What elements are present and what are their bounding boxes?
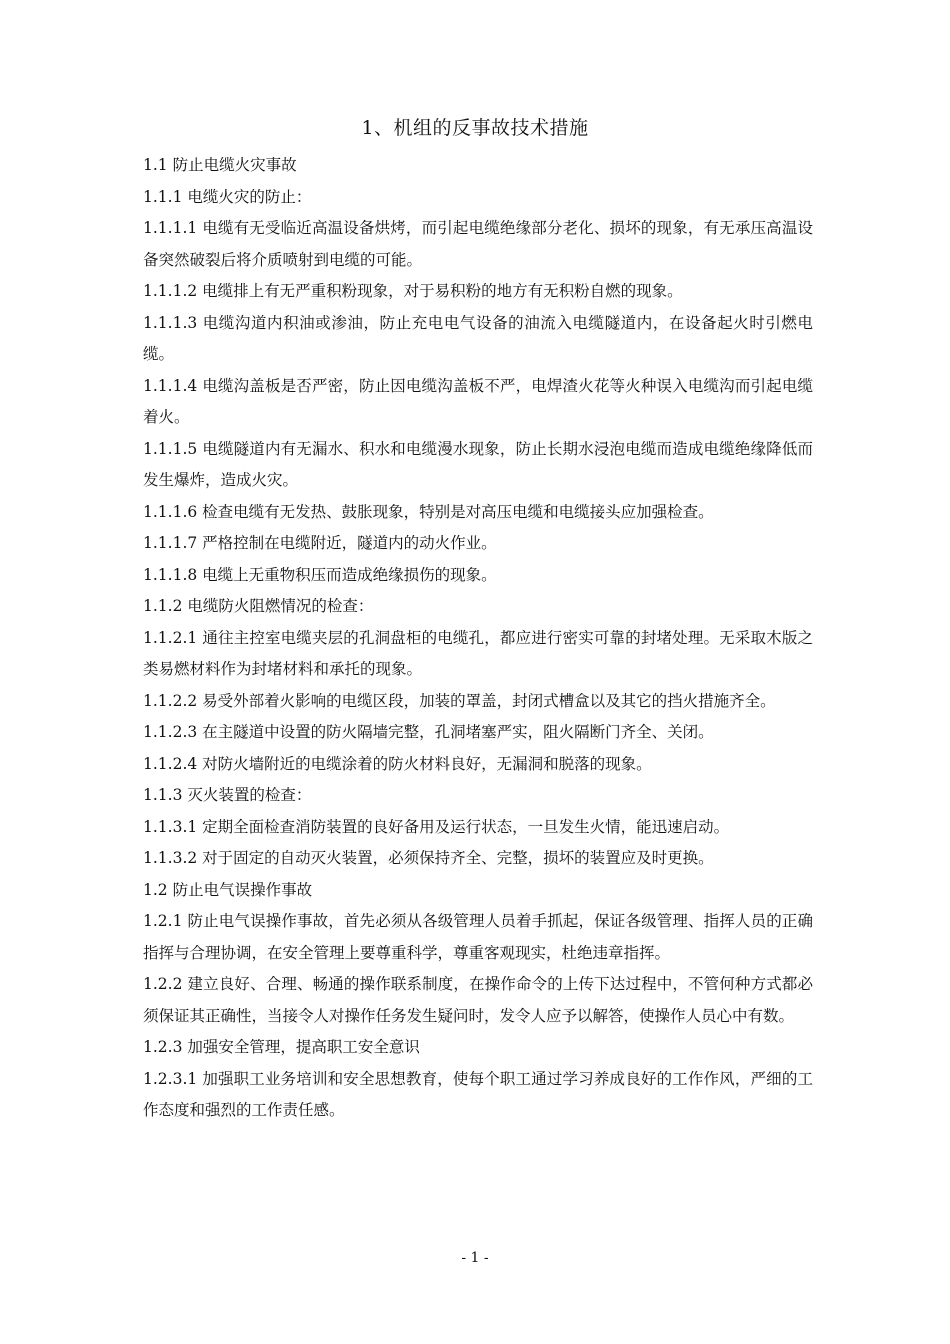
paragraph: 1.1.3.2 对于固定的自动灭火装置，必须保持齐全、完整，损坏的装置应及时更换。	[143, 849, 714, 867]
page-number: - 1 -	[461, 1250, 489, 1266]
paragraph: 1.2.1 防止电气误操作事故，首先必须从各级管理人员着手抓起，保证各级管理、指挥人员的正确指挥与合理协调，在安全管理上要尊重科学，尊重客观现实，杜绝违章指挥。	[143, 912, 813, 962]
paragraph: 1.1.1.4 电缆沟盖板是否严密，防止因电缆沟盖板不严，电焊渣火花等火种误入电缆沟而引起电缆着火。	[143, 376, 813, 426]
paragraph: 1.1 防止电缆火灾事故	[143, 156, 297, 174]
paragraph: 1.1.1.3 电缆沟道内积油或渗油，防止充电电气设备的油流入电缆隧道内，在设备起火时引燃电缆。	[143, 313, 813, 363]
paragraph: 1.1.1.7 严格控制在电缆附近，隧道内的动火作业。	[143, 534, 497, 552]
paragraph: 1.1.1.6 检查电缆有无发热、鼓胀现象，特别是对高压电缆和电缆接头应加强检查。	[143, 502, 714, 521]
paragraph: 1.1.1.1 电缆有无受临近高温设备烘烤，而引起电缆绝缘部分老化、损坏的现象，有无承压高温设备突然破裂后将介质喷射到电缆的可能。	[143, 219, 813, 269]
paragraph: 1.1.3.1 定期全面检查消防装置的良好备用及运行状态，一旦发生火情，能迅速启动。	[143, 817, 730, 836]
document-body	[143, 150, 813, 1127]
paragraph: 1.1.2.1 通往主控室电缆夹层的孔洞盘柜的电缆孔，都应进行密实可靠的封堵处理。无采取木版之类易燃材料作为封堵材料和承托的现象。	[143, 628, 813, 678]
paragraph: 1.1.2.4 对防火墙附近的电缆涂着的防火材料良好，无漏洞和脱落的现象。	[143, 754, 652, 773]
paragraph: 1.2 防止电气误操作事故	[143, 880, 313, 899]
paragraph: 1.1.3 灭火装置的检查：	[143, 786, 312, 804]
paragraph: 1.1.1.5 电缆隧道内有无漏水、积水和电缆漫水现象，防止长期水浸泡电缆而造成电缆绝缘降低而发生爆炸，造成火灾。	[143, 439, 813, 489]
paragraph: 1.1.2.2 易受外部着火影响的电缆区段，加装的罩盖，封闭式槽盒以及其它的挡火措施齐全。	[143, 691, 776, 710]
paragraph: 1.1.2.3 在主隧道中设置的防火隔墙完整，孔洞堵塞严实，阻火隔断门齐全、关闭。	[143, 723, 714, 741]
document-title: 1、机组的反事故技术措施	[361, 117, 589, 139]
paragraph: 1.1.2 电缆防火阻燃情况的检查：	[143, 597, 374, 615]
paragraph: 1.2.2 建立良好、合理、畅通的操作联系制度，在操作命令的上传下达过程中，不管何种方式都必须保证其正确性，当接令人对操作任务发生疑问时，发令人应予以解答，使操作人员心中有数。	[143, 975, 813, 1025]
paragraph: 1.2.3 加强安全管理，提高职工安全意识	[143, 1038, 420, 1056]
paragraph: 1.1.1.2 电缆排上有无严重积粉现象，对于易积粉的地方有无积粉自燃的现象。	[143, 282, 683, 300]
paragraph: 1.1.1 电缆火灾的防止：	[143, 187, 312, 206]
paragraph: 1.2.3.1 加强职工业务培训和安全思想教育，使每个职工通过学习养成良好的工作作风，严细的工作态度和强烈的工作责任感。	[143, 1069, 813, 1119]
paragraph: 1.1.1.8 电缆上无重物积压而造成绝缘损伤的现象。	[143, 565, 497, 584]
